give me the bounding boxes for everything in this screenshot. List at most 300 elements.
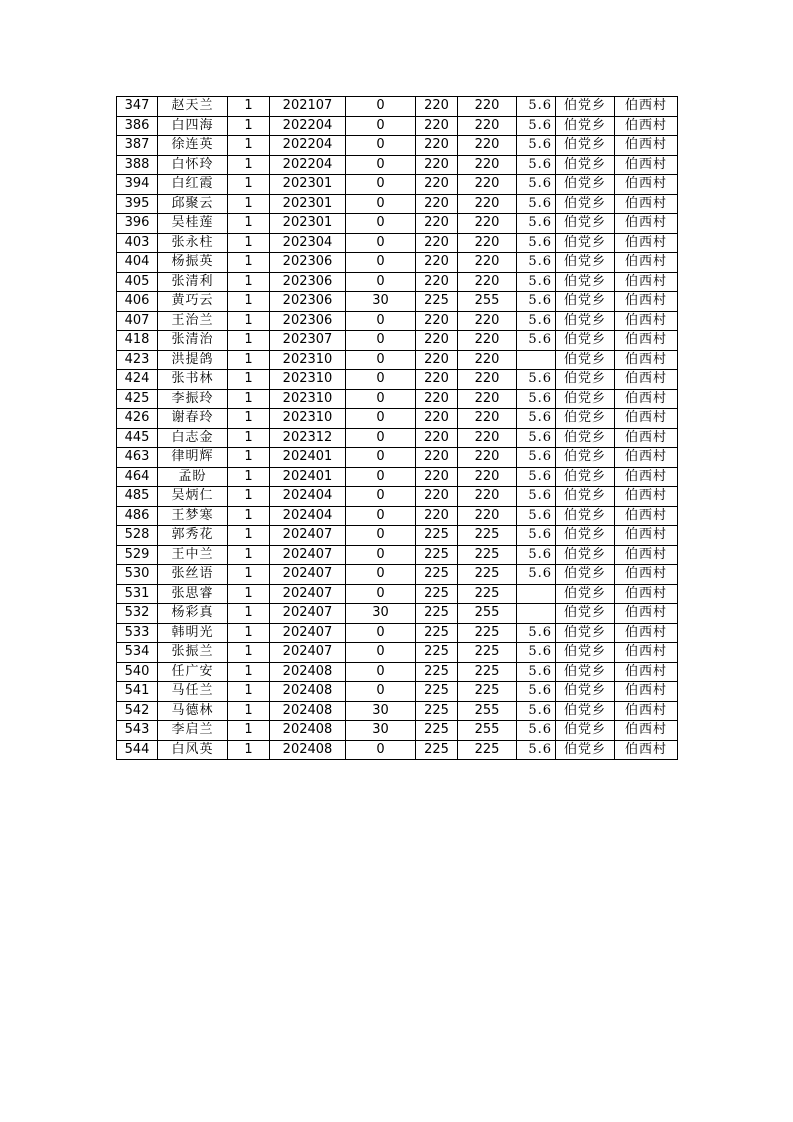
cell-rate: 5.6	[517, 487, 556, 507]
cell-rate: 5.6	[517, 292, 556, 312]
cell-id: 530	[117, 565, 158, 585]
cell-town: 伯党乡	[556, 643, 615, 663]
cell-village: 伯西村	[615, 604, 678, 624]
cell-rate: 5.6	[517, 467, 556, 487]
cell-name: 马任兰	[158, 682, 228, 702]
cell-month: 202204	[270, 136, 346, 156]
cell-id: 407	[117, 311, 158, 331]
cell-id: 423	[117, 350, 158, 370]
cell-rate: 5.6	[517, 331, 556, 351]
cell-village: 伯西村	[615, 623, 678, 643]
table-body	[117, 97, 678, 760]
cell-extra: 0	[346, 194, 416, 214]
cell-village: 伯西村	[615, 643, 678, 663]
table-row	[117, 272, 678, 292]
cell-name: 孟盼	[158, 467, 228, 487]
cell-town: 伯党乡	[556, 467, 615, 487]
cell-town: 伯党乡	[556, 565, 615, 585]
cell-extra: 0	[346, 233, 416, 253]
cell-rate	[517, 584, 556, 604]
cell-name: 杨振英	[158, 253, 228, 273]
cell-base: 225	[416, 643, 458, 663]
cell-month: 202408	[270, 721, 346, 741]
cell-town: 伯党乡	[556, 506, 615, 526]
cell-name: 李启兰	[158, 721, 228, 741]
cell-name: 白志金	[158, 428, 228, 448]
cell-rate: 5.6	[517, 448, 556, 468]
cell-month: 202407	[270, 584, 346, 604]
cell-village: 伯西村	[615, 370, 678, 390]
cell-id: 406	[117, 292, 158, 312]
cell-id: 463	[117, 448, 158, 468]
cell-id: 388	[117, 155, 158, 175]
cell-extra: 0	[346, 526, 416, 546]
cell-town: 伯党乡	[556, 682, 615, 702]
cell-base: 220	[416, 428, 458, 448]
cell-town: 伯党乡	[556, 701, 615, 721]
cell-base: 225	[416, 292, 458, 312]
cell-village: 伯西村	[615, 448, 678, 468]
cell-count: 1	[228, 350, 270, 370]
cell-village: 伯西村	[615, 214, 678, 234]
cell-base: 220	[416, 155, 458, 175]
cell-total: 225	[458, 623, 517, 643]
cell-total: 255	[458, 701, 517, 721]
cell-extra: 0	[346, 487, 416, 507]
table-row	[117, 643, 678, 663]
cell-count: 1	[228, 701, 270, 721]
table-row	[117, 155, 678, 175]
cell-rate: 5.6	[517, 253, 556, 273]
cell-month: 202307	[270, 331, 346, 351]
table-row	[117, 565, 678, 585]
cell-base: 220	[416, 467, 458, 487]
cell-rate: 5.6	[517, 97, 556, 117]
cell-extra: 30	[346, 292, 416, 312]
cell-id: 395	[117, 194, 158, 214]
table-row	[117, 623, 678, 643]
cell-count: 1	[228, 292, 270, 312]
cell-name: 马德林	[158, 701, 228, 721]
cell-village: 伯西村	[615, 116, 678, 136]
cell-village: 伯西村	[615, 97, 678, 117]
table-row	[117, 370, 678, 390]
table-row	[117, 253, 678, 273]
cell-month: 202404	[270, 506, 346, 526]
cell-total: 220	[458, 467, 517, 487]
cell-town: 伯党乡	[556, 155, 615, 175]
cell-total: 220	[458, 116, 517, 136]
cell-id: 531	[117, 584, 158, 604]
cell-month: 202306	[270, 292, 346, 312]
cell-id: 534	[117, 643, 158, 663]
cell-town: 伯党乡	[556, 389, 615, 409]
cell-base: 225	[416, 584, 458, 604]
cell-extra: 0	[346, 272, 416, 292]
cell-extra: 0	[346, 584, 416, 604]
cell-village: 伯西村	[615, 506, 678, 526]
cell-extra: 0	[346, 253, 416, 273]
table-row	[117, 116, 678, 136]
cell-base: 220	[416, 214, 458, 234]
cell-base: 220	[416, 409, 458, 429]
cell-id: 424	[117, 370, 158, 390]
cell-month: 202306	[270, 311, 346, 331]
cell-extra: 0	[346, 506, 416, 526]
cell-base: 225	[416, 701, 458, 721]
cell-base: 225	[416, 604, 458, 624]
cell-name: 李振玲	[158, 389, 228, 409]
cell-month: 202312	[270, 428, 346, 448]
cell-extra: 0	[346, 740, 416, 760]
cell-count: 1	[228, 721, 270, 741]
cell-month: 202301	[270, 175, 346, 195]
table-row	[117, 682, 678, 702]
cell-town: 伯党乡	[556, 350, 615, 370]
cell-id: 445	[117, 428, 158, 448]
cell-name: 黄巧云	[158, 292, 228, 312]
cell-month: 202301	[270, 214, 346, 234]
cell-rate: 5.6	[517, 389, 556, 409]
cell-base: 225	[416, 740, 458, 760]
cell-count: 1	[228, 136, 270, 156]
cell-extra: 0	[346, 97, 416, 117]
cell-extra: 0	[346, 331, 416, 351]
cell-village: 伯西村	[615, 701, 678, 721]
cell-name: 吴炳仁	[158, 487, 228, 507]
cell-id: 540	[117, 662, 158, 682]
cell-total: 255	[458, 292, 517, 312]
cell-village: 伯西村	[615, 740, 678, 760]
cell-village: 伯西村	[615, 233, 678, 253]
cell-total: 220	[458, 370, 517, 390]
cell-count: 1	[228, 253, 270, 273]
cell-base: 220	[416, 389, 458, 409]
cell-name: 王中兰	[158, 545, 228, 565]
cell-month: 202310	[270, 350, 346, 370]
cell-total: 220	[458, 428, 517, 448]
cell-village: 伯西村	[615, 194, 678, 214]
cell-name: 邱聚云	[158, 194, 228, 214]
cell-town: 伯党乡	[556, 584, 615, 604]
cell-rate: 5.6	[517, 701, 556, 721]
table-row	[117, 448, 678, 468]
cell-month: 202407	[270, 604, 346, 624]
cell-base: 220	[416, 175, 458, 195]
table-row	[117, 409, 678, 429]
cell-name: 张思睿	[158, 584, 228, 604]
cell-total: 225	[458, 682, 517, 702]
cell-count: 1	[228, 233, 270, 253]
table-row	[117, 292, 678, 312]
cell-month: 202407	[270, 623, 346, 643]
table-row	[117, 136, 678, 156]
cell-name: 张永柱	[158, 233, 228, 253]
table-row	[117, 604, 678, 624]
cell-month: 202408	[270, 662, 346, 682]
cell-town: 伯党乡	[556, 272, 615, 292]
cell-town: 伯党乡	[556, 331, 615, 351]
cell-count: 1	[228, 155, 270, 175]
cell-rate: 5.6	[517, 506, 556, 526]
cell-total: 225	[458, 740, 517, 760]
cell-village: 伯西村	[615, 409, 678, 429]
cell-extra: 0	[346, 155, 416, 175]
cell-extra: 0	[346, 409, 416, 429]
cell-total: 225	[458, 584, 517, 604]
cell-month: 202408	[270, 740, 346, 760]
cell-count: 1	[228, 487, 270, 507]
cell-base: 220	[416, 97, 458, 117]
records-table	[116, 96, 678, 760]
cell-total: 220	[458, 233, 517, 253]
table-row	[117, 428, 678, 448]
cell-rate: 5.6	[517, 233, 556, 253]
cell-count: 1	[228, 740, 270, 760]
cell-rate: 5.6	[517, 526, 556, 546]
cell-extra: 0	[346, 682, 416, 702]
cell-count: 1	[228, 194, 270, 214]
cell-base: 225	[416, 662, 458, 682]
cell-name: 杨彩真	[158, 604, 228, 624]
cell-month: 202306	[270, 253, 346, 273]
cell-base: 225	[416, 545, 458, 565]
cell-rate: 5.6	[517, 565, 556, 585]
table-row	[117, 97, 678, 117]
table-row	[117, 526, 678, 546]
cell-month: 202310	[270, 370, 346, 390]
cell-count: 1	[228, 370, 270, 390]
cell-extra: 0	[346, 370, 416, 390]
cell-count: 1	[228, 428, 270, 448]
cell-name: 白四海	[158, 116, 228, 136]
cell-count: 1	[228, 623, 270, 643]
cell-rate: 5.6	[517, 155, 556, 175]
table-row	[117, 194, 678, 214]
cell-total: 225	[458, 643, 517, 663]
cell-village: 伯西村	[615, 487, 678, 507]
cell-total: 225	[458, 526, 517, 546]
cell-town: 伯党乡	[556, 97, 615, 117]
cell-extra: 0	[346, 643, 416, 663]
cell-id: 542	[117, 701, 158, 721]
cell-rate: 5.6	[517, 409, 556, 429]
cell-rate: 5.6	[517, 370, 556, 390]
cell-id: 544	[117, 740, 158, 760]
cell-extra: 0	[346, 350, 416, 370]
cell-village: 伯西村	[615, 428, 678, 448]
cell-name: 洪提鸽	[158, 350, 228, 370]
table-row	[117, 545, 678, 565]
cell-total: 220	[458, 175, 517, 195]
cell-village: 伯西村	[615, 662, 678, 682]
cell-id: 486	[117, 506, 158, 526]
cell-month: 202204	[270, 116, 346, 136]
cell-name: 白怀玲	[158, 155, 228, 175]
cell-total: 225	[458, 565, 517, 585]
cell-village: 伯西村	[615, 721, 678, 741]
cell-total: 220	[458, 214, 517, 234]
cell-rate: 5.6	[517, 662, 556, 682]
table-row	[117, 389, 678, 409]
cell-extra: 0	[346, 214, 416, 234]
cell-name: 律明辉	[158, 448, 228, 468]
cell-count: 1	[228, 604, 270, 624]
cell-village: 伯西村	[615, 175, 678, 195]
cell-village: 伯西村	[615, 272, 678, 292]
cell-count: 1	[228, 331, 270, 351]
cell-base: 220	[416, 194, 458, 214]
cell-count: 1	[228, 565, 270, 585]
cell-month: 202407	[270, 545, 346, 565]
cell-village: 伯西村	[615, 331, 678, 351]
cell-total: 220	[458, 389, 517, 409]
cell-village: 伯西村	[615, 136, 678, 156]
cell-extra: 0	[346, 545, 416, 565]
cell-count: 1	[228, 526, 270, 546]
cell-total: 220	[458, 409, 517, 429]
cell-base: 220	[416, 350, 458, 370]
cell-total: 220	[458, 97, 517, 117]
cell-id: 426	[117, 409, 158, 429]
cell-month: 202408	[270, 701, 346, 721]
cell-total: 220	[458, 253, 517, 273]
cell-town: 伯党乡	[556, 194, 615, 214]
cell-town: 伯党乡	[556, 409, 615, 429]
cell-name: 王治兰	[158, 311, 228, 331]
cell-count: 1	[228, 506, 270, 526]
cell-rate: 5.6	[517, 311, 556, 331]
table-row	[117, 311, 678, 331]
cell-extra: 0	[346, 623, 416, 643]
cell-count: 1	[228, 409, 270, 429]
cell-base: 220	[416, 331, 458, 351]
cell-extra: 0	[346, 116, 416, 136]
cell-count: 1	[228, 662, 270, 682]
cell-id: 543	[117, 721, 158, 741]
cell-extra: 0	[346, 448, 416, 468]
table-row	[117, 662, 678, 682]
cell-base: 220	[416, 311, 458, 331]
cell-total: 220	[458, 448, 517, 468]
table-row	[117, 506, 678, 526]
cell-month: 202401	[270, 448, 346, 468]
cell-name: 王梦寒	[158, 506, 228, 526]
cell-month: 202304	[270, 233, 346, 253]
cell-month: 202407	[270, 565, 346, 585]
cell-name: 任广安	[158, 662, 228, 682]
cell-town: 伯党乡	[556, 545, 615, 565]
cell-extra: 30	[346, 701, 416, 721]
cell-count: 1	[228, 584, 270, 604]
cell-base: 225	[416, 526, 458, 546]
cell-total: 220	[458, 331, 517, 351]
cell-month: 202310	[270, 389, 346, 409]
cell-total: 225	[458, 662, 517, 682]
cell-id: 404	[117, 253, 158, 273]
cell-town: 伯党乡	[556, 428, 615, 448]
cell-total: 220	[458, 311, 517, 331]
cell-month: 202306	[270, 272, 346, 292]
cell-name: 张丝语	[158, 565, 228, 585]
cell-town: 伯党乡	[556, 233, 615, 253]
cell-extra: 30	[346, 721, 416, 741]
cell-extra: 0	[346, 175, 416, 195]
cell-town: 伯党乡	[556, 253, 615, 273]
cell-village: 伯西村	[615, 311, 678, 331]
cell-village: 伯西村	[615, 565, 678, 585]
cell-id: 418	[117, 331, 158, 351]
cell-base: 220	[416, 448, 458, 468]
cell-village: 伯西村	[615, 526, 678, 546]
cell-id: 387	[117, 136, 158, 156]
cell-base: 220	[416, 116, 458, 136]
cell-base: 220	[416, 370, 458, 390]
cell-count: 1	[228, 448, 270, 468]
cell-id: 405	[117, 272, 158, 292]
cell-id: 347	[117, 97, 158, 117]
cell-village: 伯西村	[615, 292, 678, 312]
cell-village: 伯西村	[615, 350, 678, 370]
cell-count: 1	[228, 467, 270, 487]
cell-town: 伯党乡	[556, 526, 615, 546]
table-row	[117, 721, 678, 741]
cell-base: 220	[416, 506, 458, 526]
cell-total: 255	[458, 721, 517, 741]
cell-total: 220	[458, 194, 517, 214]
cell-month: 202407	[270, 526, 346, 546]
cell-id: 425	[117, 389, 158, 409]
cell-town: 伯党乡	[556, 214, 615, 234]
cell-rate: 5.6	[517, 214, 556, 234]
cell-name: 白红霞	[158, 175, 228, 195]
cell-base: 220	[416, 487, 458, 507]
cell-base: 220	[416, 272, 458, 292]
cell-id: 529	[117, 545, 158, 565]
cell-total: 225	[458, 545, 517, 565]
cell-month: 202407	[270, 643, 346, 663]
cell-town: 伯党乡	[556, 370, 615, 390]
cell-count: 1	[228, 311, 270, 331]
cell-rate	[517, 350, 556, 370]
cell-month: 202301	[270, 194, 346, 214]
cell-count: 1	[228, 214, 270, 234]
cell-rate: 5.6	[517, 428, 556, 448]
cell-count: 1	[228, 545, 270, 565]
cell-rate: 5.6	[517, 740, 556, 760]
table-row	[117, 214, 678, 234]
cell-village: 伯西村	[615, 467, 678, 487]
cell-name: 吴桂莲	[158, 214, 228, 234]
cell-id: 403	[117, 233, 158, 253]
cell-rate: 5.6	[517, 682, 556, 702]
table-row	[117, 701, 678, 721]
cell-rate: 5.6	[517, 643, 556, 663]
cell-id: 528	[117, 526, 158, 546]
cell-extra: 0	[346, 311, 416, 331]
cell-base: 220	[416, 253, 458, 273]
cell-name: 张振兰	[158, 643, 228, 663]
cell-base: 225	[416, 721, 458, 741]
cell-name: 张清治	[158, 331, 228, 351]
cell-town: 伯党乡	[556, 175, 615, 195]
cell-total: 220	[458, 506, 517, 526]
cell-town: 伯党乡	[556, 604, 615, 624]
cell-base: 225	[416, 682, 458, 702]
cell-extra: 0	[346, 662, 416, 682]
cell-village: 伯西村	[615, 389, 678, 409]
cell-town: 伯党乡	[556, 662, 615, 682]
